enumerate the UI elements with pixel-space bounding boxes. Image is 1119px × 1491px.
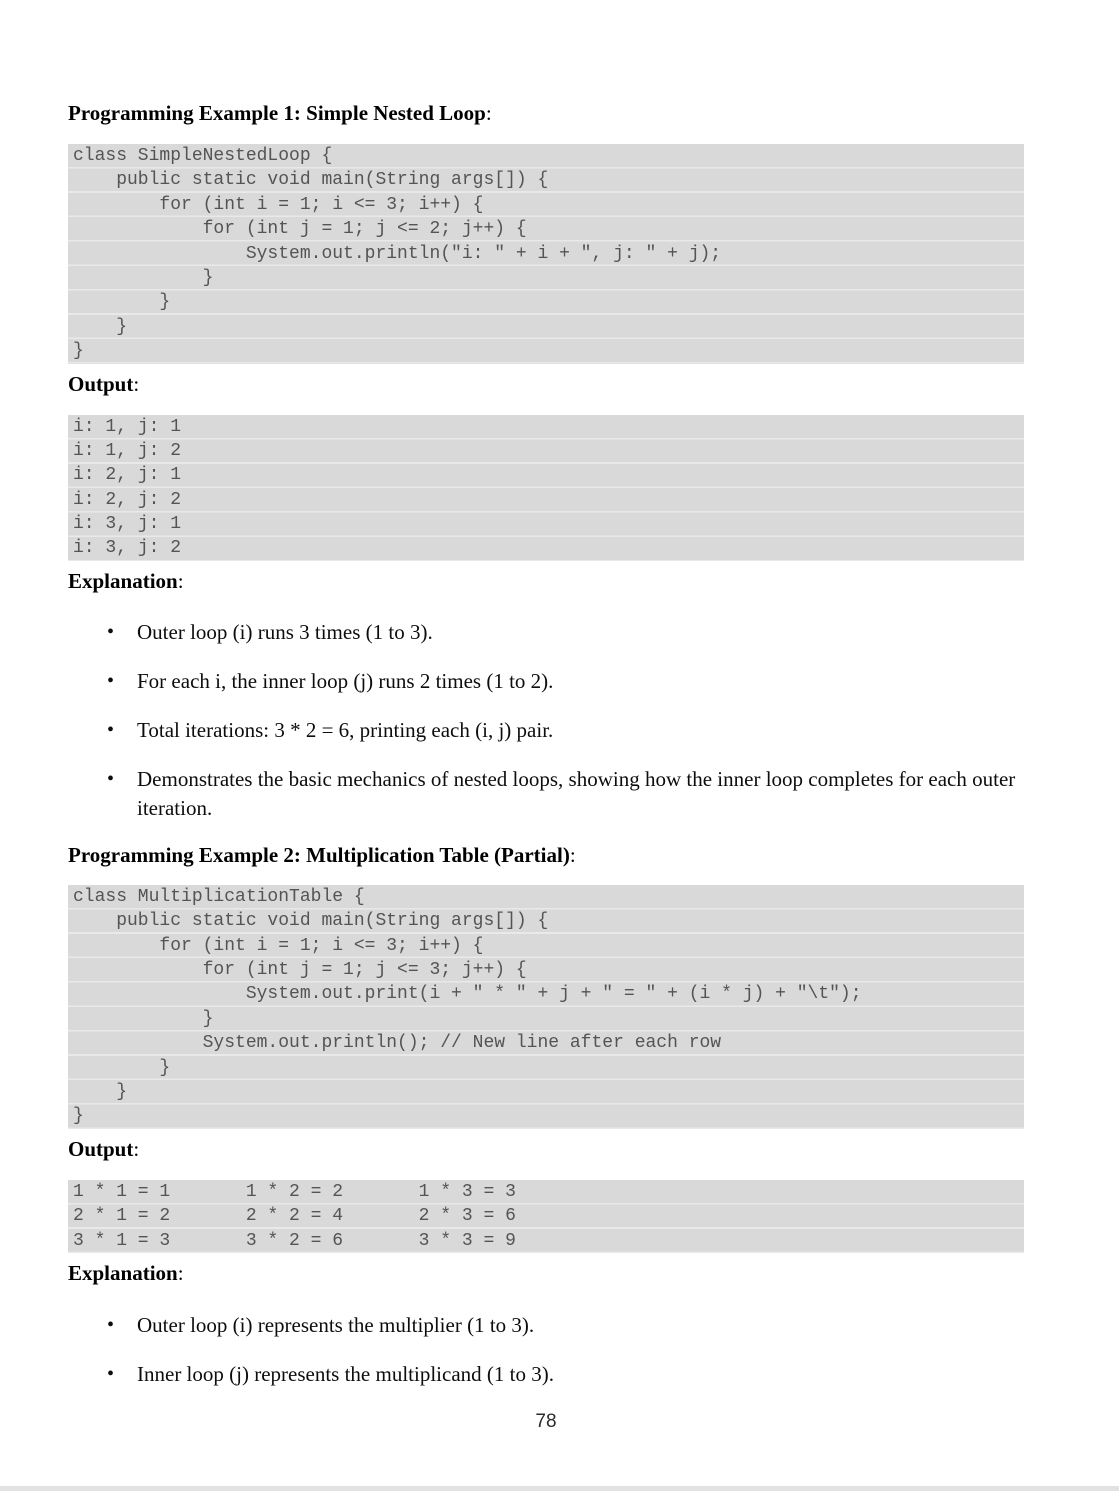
example-1-output-block bbox=[68, 415, 1024, 561]
label-colon: : bbox=[177, 568, 184, 593]
code-line: for (int i = 1; i <= 3; i++) { bbox=[73, 935, 484, 956]
code-line: for (int j = 1; j <= 2; j++) { bbox=[73, 219, 527, 240]
output-label-text: Output bbox=[68, 1136, 134, 1161]
heading-text: Programming Example 1: Simple Nested Loop bbox=[68, 101, 486, 125]
code-line: } bbox=[73, 1008, 214, 1029]
code-line: for (int i = 1; i <= 3; i++) { bbox=[73, 194, 484, 215]
output-line: i: 3, j: 2 bbox=[73, 538, 182, 559]
output-line: i: 3, j: 1 bbox=[73, 514, 182, 535]
example-1-output-label bbox=[68, 372, 1024, 396]
code-line: class MultiplicationTable { bbox=[73, 886, 365, 907]
label-colon: : bbox=[133, 371, 140, 396]
code-line: System.out.print(i + " * " + j + " = " + (i * j) + "\t"); bbox=[73, 984, 862, 1005]
document-page bbox=[68, 0, 1024, 1435]
code-line: System.out.println(); // New line after each row bbox=[73, 1033, 722, 1054]
heading-text: Programming Example 2: Multiplication Table (Partial) bbox=[68, 842, 570, 867]
code-line: } bbox=[73, 292, 171, 313]
page-gap-divider bbox=[0, 1486, 1119, 1491]
example-1-explanation-label bbox=[68, 569, 1024, 593]
code-line: public static void main(String args[]) { bbox=[73, 911, 549, 932]
bullet-item: • Outer loop (i) runs 3 times (1 to 3). bbox=[68, 618, 1024, 647]
output-line: 1 * 1 = 1 1 * 2 = 2 1 * 3 = 3 bbox=[73, 1181, 516, 1202]
example-2-bullet-list bbox=[68, 1311, 1024, 1389]
output-line: i: 1, j: 2 bbox=[73, 440, 182, 461]
code-line: } bbox=[73, 1081, 128, 1102]
code-line: } bbox=[73, 316, 128, 337]
bullet-item: • Demonstrates the basic mechanics of nested loops, showing how the inner loop completes for each outer iteration. bbox=[68, 765, 1024, 823]
label-colon: : bbox=[133, 1136, 140, 1161]
example-1-code-block bbox=[68, 144, 1024, 364]
output-line: 2 * 1 = 2 2 * 2 = 4 2 * 3 = 6 bbox=[73, 1206, 516, 1227]
example-1-heading bbox=[68, 101, 1024, 125]
example-2-output-label bbox=[68, 1137, 1024, 1161]
code-line: } bbox=[73, 1106, 84, 1127]
explanation-label-text: Explanation bbox=[68, 1260, 178, 1285]
code-line: public static void main(String args[]) { bbox=[73, 170, 549, 191]
code-line: class SimpleNestedLoop { bbox=[73, 146, 333, 166]
page-number: 78 bbox=[535, 1410, 557, 1432]
heading-colon: : bbox=[569, 842, 576, 867]
bullet-item: • Inner loop (j) represents the multiplicand (1 to 3). bbox=[68, 1360, 1024, 1389]
output-line: i: 2, j: 2 bbox=[73, 489, 182, 510]
example-2-code-block bbox=[68, 885, 1024, 1129]
example-1-section bbox=[68, 101, 1024, 823]
code-line: System.out.println("i: " + i + ", j: " + j); bbox=[73, 243, 722, 264]
output-line: 3 * 1 = 3 3 * 2 = 6 3 * 3 = 9 bbox=[73, 1230, 516, 1251]
example-1-bullet-list bbox=[68, 618, 1024, 823]
example-2-section bbox=[68, 843, 1024, 1389]
bullet-item: • For each i, the inner loop (j) runs 2 times (1 to 2). bbox=[68, 667, 1024, 696]
bullet-item: • Total iterations: 3 * 2 = 6, printing each (i, j) pair. bbox=[68, 716, 1024, 745]
heading-colon: : bbox=[485, 101, 492, 125]
explanation-label-text: Explanation bbox=[68, 568, 178, 593]
output-line: i: 1, j: 1 bbox=[73, 416, 182, 437]
code-line: } bbox=[73, 1057, 171, 1078]
code-line: } bbox=[73, 267, 214, 288]
example-2-explanation-label bbox=[68, 1261, 1024, 1285]
output-line: i: 2, j: 1 bbox=[73, 465, 182, 486]
bullet-item: • Outer loop (i) represents the multiplier (1 to 3). bbox=[68, 1311, 1024, 1340]
example-2-heading bbox=[68, 843, 1024, 867]
code-line: } bbox=[73, 341, 84, 362]
example-2-output-block bbox=[68, 1180, 1024, 1253]
output-label-text: Output bbox=[68, 371, 134, 396]
code-line: for (int j = 1; j <= 3; j++) { bbox=[73, 960, 527, 981]
label-colon: : bbox=[177, 1260, 184, 1285]
